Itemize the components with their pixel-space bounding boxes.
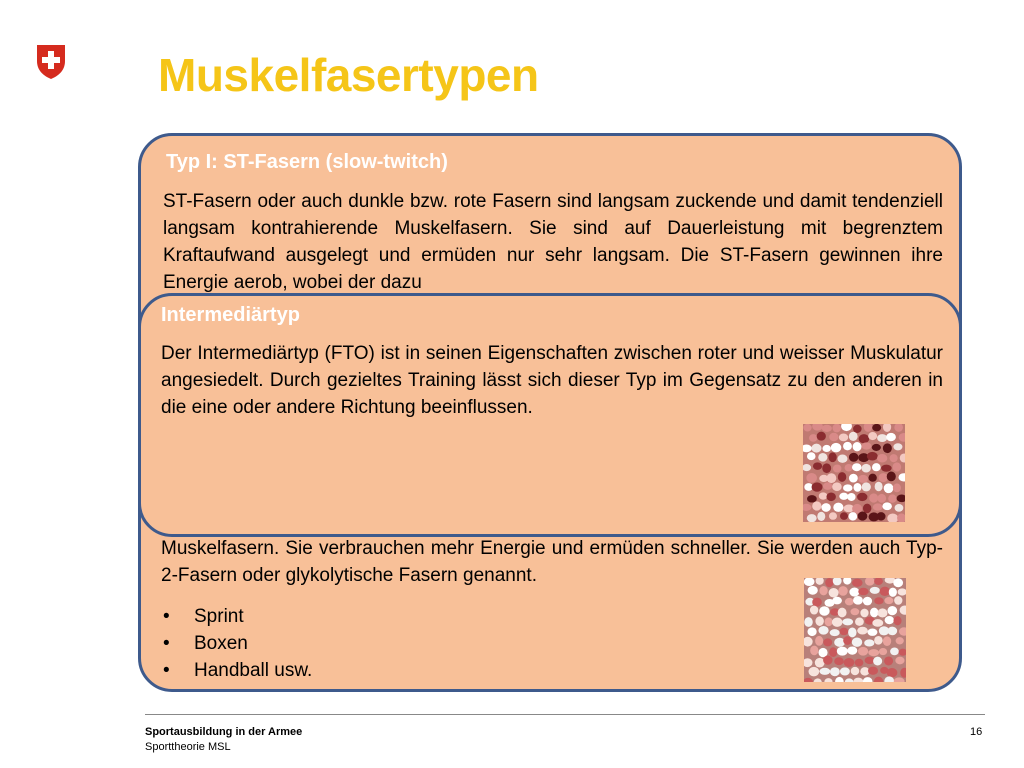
list-item: • Boxen [161, 630, 312, 657]
intermediate-heading: Intermediärtyp [161, 304, 300, 326]
slide-title: Muskelfasertypen [158, 49, 539, 101]
st-fiber-text: ST-Fasern oder auch dunkle bzw. rote Fasern sind langsam zuckende und damit tendenziell langsam kontrahierende Muskelfasern. Sie sind auf Dauerleistung mit begrenztem Kraftaufwand ausgelegt und ermüden nur sehr langsam. Die ST-Fasern gewinnen ihre Energie aerob, wobei der dazu [163, 191, 943, 293]
footer-organisation: Sportausbildung in der Armee [145, 726, 303, 738]
list-item: • Sprint [161, 603, 312, 630]
footer-subtitle: Sporttheorie MSL [145, 741, 231, 753]
fiber-cross-section-image [803, 424, 905, 522]
intermediate-text: Der Intermediärtyp (FTO) ist in seinen Eigenschaften zwischen roter und weisser Muskulatur angesiedelt. Durch gezieltes Training lässt sich dieser Typ im Gegensatz zu den anderen in die eine oder andere Richtung beeinflussen. [161, 343, 943, 418]
page-number: 16 [970, 726, 983, 738]
st-fiber-heading: Typ I: ST-Fasern (slow-twitch) [166, 151, 448, 173]
intermediate-fiber-box [138, 293, 962, 537]
ft-fiber-text: Muskelfasern. Sie verbrauchen mehr Energie und ermüden schneller. Sie werden auch Typ-2-Fasern oder glykolytische Fasern genannt. [161, 538, 943, 586]
footer-divider [145, 714, 985, 715]
swiss-cross-shield-icon [36, 44, 66, 80]
sport-list [161, 603, 312, 684]
list-item: • Handball usw. [161, 657, 312, 684]
fiber-cross-section-image [804, 578, 906, 682]
